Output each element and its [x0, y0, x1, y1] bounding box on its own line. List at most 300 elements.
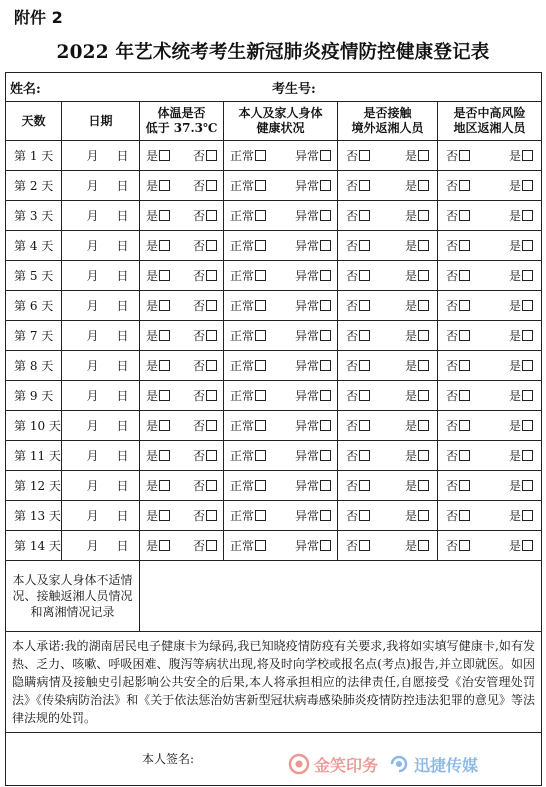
temp-no-checkbox[interactable]	[206, 240, 217, 251]
yes-label: 是	[146, 509, 159, 523]
col-header-date: 日期	[62, 102, 140, 141]
abnormal-label: 异常	[294, 269, 319, 283]
health-abnormal-checkbox[interactable]	[320, 510, 331, 521]
risk-yes-checkbox[interactable]	[522, 150, 533, 161]
risk-no-checkbox[interactable]	[459, 270, 470, 281]
risk-area-cell	[438, 411, 542, 441]
risk-no-checkbox[interactable]	[459, 240, 470, 251]
temp-no-checkbox[interactable]	[206, 330, 217, 341]
month-label: 月	[86, 539, 99, 553]
abnormal-label: 异常	[294, 179, 319, 193]
temp-no-checkbox[interactable]	[206, 150, 217, 161]
risk-no-checkbox[interactable]	[459, 510, 470, 521]
contact-no-checkbox[interactable]	[359, 510, 370, 521]
overseas-contact-cell	[338, 291, 438, 321]
day-label: 第 14 天	[6, 531, 62, 561]
risk-yes-checkbox[interactable]	[522, 420, 533, 431]
risk-area-cell	[438, 141, 542, 171]
day-row	[6, 351, 542, 381]
col-header-overseas-contact: 是否接触 境外返湘人员	[338, 102, 438, 141]
yes-label: 是	[509, 269, 522, 283]
contact-no-checkbox[interactable]	[359, 300, 370, 311]
health-normal-checkbox[interactable]	[255, 300, 266, 311]
risk-area-cell	[438, 471, 542, 501]
abnormal-label: 异常	[294, 299, 319, 313]
day-label: 第 11 天	[6, 441, 62, 471]
health-cell	[224, 501, 338, 531]
day-label: 第 5 天	[6, 261, 62, 291]
no-label: 否	[446, 479, 459, 493]
yes-label: 是	[404, 419, 417, 433]
risk-no-checkbox[interactable]	[459, 180, 470, 191]
pledge-row	[6, 632, 542, 733]
date-cell[interactable]	[62, 261, 140, 291]
health-abnormal-checkbox[interactable]	[320, 390, 331, 401]
contact-no-checkbox[interactable]	[359, 390, 370, 401]
no-label: 否	[192, 539, 205, 553]
contact-yes-checkbox[interactable]	[418, 300, 429, 311]
no-label: 否	[446, 149, 459, 163]
abnormal-label: 异常	[294, 209, 319, 223]
risk-no-checkbox[interactable]	[459, 420, 470, 431]
health-abnormal-checkbox[interactable]	[320, 480, 331, 491]
day-label: 第 8 天	[6, 351, 62, 381]
pledge-text: 本人承诺:我的湖南居民电子健康卡为绿码,我已知晓疫情防疫有关要求,我将如实填写健康卡,如有发热、乏力、咳嗽、呼吸困难、腹泻等病状出现,将及时向学校或报名点(考点)报告,并立即就医。如因隐瞒病情及接触史引起影响公共安全的后果,本人将承担相应的法律责任,自愿接受《治安管理处罚法》《传染病防治法》和《关于依法惩治妨害新型冠状病毒感染肺炎疫情防控违法犯罪的意见》等法律法规的处罚。	[6, 632, 542, 733]
risk-area-cell	[438, 531, 542, 561]
overseas-contact-cell	[338, 501, 438, 531]
yes-label: 是	[146, 539, 159, 553]
abnormal-label: 异常	[294, 419, 319, 433]
day-of-month-label: 日	[116, 509, 129, 523]
no-label: 否	[192, 509, 205, 523]
yes-label: 是	[509, 239, 522, 253]
health-normal-checkbox[interactable]	[255, 450, 266, 461]
yes-label: 是	[146, 419, 159, 433]
contact-yes-checkbox[interactable]	[418, 540, 429, 551]
exam-number-label: 考生号:	[272, 81, 316, 97]
temperature-cell	[140, 141, 224, 171]
no-label: 否	[192, 359, 205, 373]
risk-yes-checkbox[interactable]	[522, 510, 533, 521]
overseas-contact-cell	[338, 441, 438, 471]
no-label: 否	[446, 449, 459, 463]
normal-label: 正常	[230, 299, 255, 313]
risk-yes-checkbox[interactable]	[522, 270, 533, 281]
contact-no-checkbox[interactable]	[359, 150, 370, 161]
yes-label: 是	[509, 209, 522, 223]
temp-yes-checkbox[interactable]	[159, 210, 170, 221]
overseas-contact-cell	[338, 261, 438, 291]
risk-no-checkbox[interactable]	[459, 300, 470, 311]
temp-no-checkbox[interactable]	[206, 420, 217, 431]
risk-no-checkbox[interactable]	[459, 330, 470, 341]
no-label: 否	[346, 539, 359, 553]
overseas-contact-cell	[338, 321, 438, 351]
health-abnormal-checkbox[interactable]	[320, 180, 331, 191]
risk-area-cell	[438, 321, 542, 351]
overseas-contact-cell	[338, 171, 438, 201]
contact-yes-checkbox[interactable]	[418, 390, 429, 401]
health-normal-checkbox[interactable]	[255, 540, 266, 551]
temp-no-checkbox[interactable]	[206, 300, 217, 311]
risk-yes-checkbox[interactable]	[522, 180, 533, 191]
month-label: 月	[86, 419, 99, 433]
day-row	[6, 231, 542, 261]
contact-no-checkbox[interactable]	[359, 180, 370, 191]
health-normal-checkbox[interactable]	[255, 180, 266, 191]
health-cell	[224, 441, 338, 471]
no-label: 否	[192, 329, 205, 343]
month-label: 月	[86, 209, 99, 223]
temp-no-checkbox[interactable]	[206, 450, 217, 461]
contact-no-checkbox[interactable]	[359, 330, 370, 341]
risk-no-checkbox[interactable]	[459, 390, 470, 401]
yes-label: 是	[146, 299, 159, 313]
normal-label: 正常	[230, 329, 255, 343]
risk-yes-checkbox[interactable]	[522, 210, 533, 221]
temp-no-checkbox[interactable]	[206, 390, 217, 401]
month-label: 月	[86, 149, 99, 163]
overseas-contact-cell	[338, 201, 438, 231]
no-label: 否	[446, 389, 459, 403]
contact-yes-checkbox[interactable]	[418, 480, 429, 491]
normal-label: 正常	[230, 479, 255, 493]
health-normal-checkbox[interactable]	[255, 270, 266, 281]
risk-no-checkbox[interactable]	[459, 480, 470, 491]
yes-label: 是	[146, 179, 159, 193]
exam-number-field[interactable]	[316, 76, 541, 98]
temp-yes-checkbox[interactable]	[159, 150, 170, 161]
temp-yes-checkbox[interactable]	[159, 180, 170, 191]
risk-no-checkbox[interactable]	[459, 210, 470, 221]
normal-label: 正常	[230, 179, 255, 193]
temp-no-checkbox[interactable]	[206, 360, 217, 371]
month-label: 月	[86, 449, 99, 463]
no-label: 否	[346, 299, 359, 313]
no-label: 否	[192, 299, 205, 313]
risk-area-cell	[438, 441, 542, 471]
health-abnormal-checkbox[interactable]	[320, 240, 331, 251]
abnormal-label: 异常	[294, 149, 319, 163]
health-abnormal-checkbox[interactable]	[320, 330, 331, 341]
temp-no-checkbox[interactable]	[206, 540, 217, 551]
health-cell	[224, 471, 338, 501]
yes-label: 是	[404, 239, 417, 253]
signature-label: 本人签名:	[142, 751, 195, 766]
col-header-temperature: 体温是否 低于 37.3℃	[140, 102, 224, 141]
yes-label: 是	[146, 209, 159, 223]
health-normal-checkbox[interactable]	[255, 240, 266, 251]
no-label: 否	[346, 419, 359, 433]
contact-yes-checkbox[interactable]	[418, 270, 429, 281]
name-field[interactable]	[130, 76, 272, 98]
temp-yes-checkbox[interactable]	[159, 420, 170, 431]
contact-yes-checkbox[interactable]	[418, 210, 429, 221]
no-label: 否	[192, 209, 205, 223]
risk-yes-checkbox[interactable]	[522, 480, 533, 491]
yes-label: 是	[404, 479, 417, 493]
day-label: 第 13 天	[6, 501, 62, 531]
date-cell[interactable]	[62, 351, 140, 381]
temp-yes-checkbox[interactable]	[159, 510, 170, 521]
date-cell[interactable]	[62, 381, 140, 411]
contact-yes-checkbox[interactable]	[418, 420, 429, 431]
yes-label: 是	[509, 479, 522, 493]
no-label: 否	[446, 179, 459, 193]
date-cell[interactable]	[62, 411, 140, 441]
health-abnormal-checkbox[interactable]	[320, 270, 331, 281]
note-row	[6, 561, 542, 632]
date-cell[interactable]	[62, 171, 140, 201]
day-of-month-label: 日	[116, 239, 129, 253]
page-title: 2022 年艺术统考考生新冠肺炎疫情防控健康登记表	[56, 42, 490, 63]
yes-label: 是	[509, 149, 522, 163]
no-label: 否	[446, 239, 459, 253]
day-of-month-label: 日	[116, 179, 129, 193]
temperature-cell	[140, 411, 224, 441]
day-of-month-label: 日	[116, 329, 129, 343]
temp-yes-checkbox[interactable]	[159, 330, 170, 341]
temperature-cell	[140, 531, 224, 561]
day-label: 第 9 天	[6, 381, 62, 411]
risk-yes-checkbox[interactable]	[522, 450, 533, 461]
yes-label: 是	[509, 419, 522, 433]
day-of-month-label: 日	[116, 419, 129, 433]
no-label: 否	[192, 149, 205, 163]
temperature-cell	[140, 441, 224, 471]
temp-yes-checkbox[interactable]	[159, 270, 170, 281]
risk-area-cell	[438, 201, 542, 231]
health-normal-checkbox[interactable]	[255, 420, 266, 431]
no-label: 否	[192, 269, 205, 283]
health-normal-checkbox[interactable]	[255, 390, 266, 401]
day-row	[6, 321, 542, 351]
yes-label: 是	[146, 149, 159, 163]
temperature-cell	[140, 351, 224, 381]
month-label: 月	[86, 479, 99, 493]
health-abnormal-checkbox[interactable]	[320, 150, 331, 161]
temp-no-checkbox[interactable]	[206, 180, 217, 191]
abnormal-label: 异常	[294, 449, 319, 463]
month-label: 月	[86, 269, 99, 283]
contact-no-checkbox[interactable]	[359, 240, 370, 251]
day-row	[6, 261, 542, 291]
day-row	[6, 471, 542, 501]
contact-no-checkbox[interactable]	[359, 360, 370, 371]
temperature-cell	[140, 291, 224, 321]
health-abnormal-checkbox[interactable]	[320, 360, 331, 371]
contact-yes-checkbox[interactable]	[418, 450, 429, 461]
day-label: 第 10 天	[6, 411, 62, 441]
contact-no-checkbox[interactable]	[359, 270, 370, 281]
jinxiao-logo-icon	[288, 753, 310, 775]
day-row	[6, 291, 542, 321]
day-label: 第 12 天	[6, 471, 62, 501]
yes-label: 是	[404, 359, 417, 373]
temp-yes-checkbox[interactable]	[159, 480, 170, 491]
date-cell[interactable]	[62, 531, 140, 561]
temp-no-checkbox[interactable]	[206, 270, 217, 281]
attachment-label: 附件 2	[14, 8, 63, 27]
contact-no-checkbox[interactable]	[359, 420, 370, 431]
health-abnormal-checkbox[interactable]	[320, 300, 331, 311]
yes-label: 是	[404, 389, 417, 403]
temp-yes-checkbox[interactable]	[159, 240, 170, 251]
risk-no-checkbox[interactable]	[459, 540, 470, 551]
date-cell[interactable]	[62, 291, 140, 321]
month-label: 月	[86, 359, 99, 373]
risk-yes-checkbox[interactable]	[522, 330, 533, 341]
risk-yes-checkbox[interactable]	[522, 240, 533, 251]
contact-no-checkbox[interactable]	[359, 210, 370, 221]
date-cell[interactable]	[62, 471, 140, 501]
contact-no-checkbox[interactable]	[359, 450, 370, 461]
health-abnormal-checkbox[interactable]	[320, 450, 331, 461]
health-normal-checkbox[interactable]	[255, 510, 266, 521]
temperature-cell	[140, 381, 224, 411]
date-cell[interactable]	[62, 201, 140, 231]
no-label: 否	[446, 299, 459, 313]
risk-yes-checkbox[interactable]	[522, 300, 533, 311]
temperature-cell	[140, 501, 224, 531]
health-cell	[224, 291, 338, 321]
yes-label: 是	[146, 449, 159, 463]
normal-label: 正常	[230, 539, 255, 553]
yes-label: 是	[509, 539, 522, 553]
xunjie-logo-icon	[388, 753, 410, 775]
health-normal-checkbox[interactable]	[255, 360, 266, 371]
day-label: 第 2 天	[6, 171, 62, 201]
day-row	[6, 441, 542, 471]
risk-no-checkbox[interactable]	[459, 360, 470, 371]
month-label: 月	[86, 329, 99, 343]
day-of-month-label: 日	[116, 299, 129, 313]
date-cell[interactable]	[62, 141, 140, 171]
health-cell	[224, 531, 338, 561]
temp-yes-checkbox[interactable]	[159, 300, 170, 311]
health-abnormal-checkbox[interactable]	[320, 540, 331, 551]
date-cell[interactable]	[62, 441, 140, 471]
health-cell	[224, 201, 338, 231]
day-of-month-label: 日	[116, 359, 129, 373]
yes-label: 是	[509, 509, 522, 523]
temperature-cell	[140, 321, 224, 351]
day-label: 第 3 天	[6, 201, 62, 231]
temp-no-checkbox[interactable]	[206, 510, 217, 521]
temperature-cell	[140, 201, 224, 231]
health-abnormal-checkbox[interactable]	[320, 420, 331, 431]
health-normal-checkbox[interactable]	[255, 150, 266, 161]
day-row	[6, 141, 542, 171]
health-normal-checkbox[interactable]	[255, 480, 266, 491]
risk-yes-checkbox[interactable]	[522, 540, 533, 551]
note-field[interactable]	[140, 561, 542, 632]
contact-yes-checkbox[interactable]	[418, 150, 429, 161]
abnormal-label: 异常	[294, 479, 319, 493]
risk-no-checkbox[interactable]	[459, 450, 470, 461]
contact-yes-checkbox[interactable]	[418, 360, 429, 371]
temp-yes-checkbox[interactable]	[159, 390, 170, 401]
date-cell[interactable]	[62, 231, 140, 261]
health-abnormal-checkbox[interactable]	[320, 210, 331, 221]
overseas-contact-cell	[338, 531, 438, 561]
no-label: 否	[192, 419, 205, 433]
watermark-left-text: 金笑印务	[314, 755, 379, 775]
health-cell	[224, 351, 338, 381]
day-of-month-label: 日	[116, 149, 129, 163]
contact-no-checkbox[interactable]	[359, 540, 370, 551]
temp-yes-checkbox[interactable]	[159, 360, 170, 371]
temp-no-checkbox[interactable]	[206, 210, 217, 221]
health-normal-checkbox[interactable]	[255, 330, 266, 341]
no-label: 否	[346, 149, 359, 163]
no-label: 否	[346, 209, 359, 223]
yes-label: 是	[146, 479, 159, 493]
no-label: 否	[446, 539, 459, 553]
date-cell[interactable]	[62, 321, 140, 351]
day-of-month-label: 日	[116, 269, 129, 283]
health-cell	[224, 411, 338, 441]
temp-yes-checkbox[interactable]	[159, 450, 170, 461]
day-of-month-label: 日	[116, 389, 129, 403]
day-label: 第 4 天	[6, 231, 62, 261]
no-label: 否	[346, 269, 359, 283]
column-header-row	[6, 102, 542, 141]
no-label: 否	[346, 329, 359, 343]
date-cell[interactable]	[62, 501, 140, 531]
health-normal-checkbox[interactable]	[255, 210, 266, 221]
no-label: 否	[346, 479, 359, 493]
risk-yes-checkbox[interactable]	[522, 390, 533, 401]
normal-label: 正常	[230, 509, 255, 523]
contact-yes-checkbox[interactable]	[418, 510, 429, 521]
contact-yes-checkbox[interactable]	[418, 180, 429, 191]
contact-no-checkbox[interactable]	[359, 480, 370, 491]
temperature-cell	[140, 471, 224, 501]
temperature-cell	[140, 171, 224, 201]
risk-area-cell	[438, 291, 542, 321]
contact-yes-checkbox[interactable]	[418, 330, 429, 341]
overseas-contact-cell	[338, 381, 438, 411]
health-registration-table	[5, 72, 542, 786]
no-label: 否	[446, 329, 459, 343]
day-row	[6, 201, 542, 231]
no-label: 否	[446, 509, 459, 523]
day-row	[6, 501, 542, 531]
note-label: 本人及家人身体不适情况、接触返湘人员情况和离湘情况记录	[6, 561, 140, 632]
abnormal-label: 异常	[294, 389, 319, 403]
no-label: 否	[346, 389, 359, 403]
temp-no-checkbox[interactable]	[206, 480, 217, 491]
risk-no-checkbox[interactable]	[459, 150, 470, 161]
risk-area-cell	[438, 501, 542, 531]
yes-label: 是	[509, 449, 522, 463]
risk-yes-checkbox[interactable]	[522, 360, 533, 371]
yes-label: 是	[509, 389, 522, 403]
no-label: 否	[346, 509, 359, 523]
health-cell	[224, 141, 338, 171]
abnormal-label: 异常	[294, 239, 319, 253]
temperature-cell	[140, 231, 224, 261]
yes-label: 是	[404, 329, 417, 343]
yes-label: 是	[509, 329, 522, 343]
month-label: 月	[86, 389, 99, 403]
no-label: 否	[446, 359, 459, 373]
no-label: 否	[192, 479, 205, 493]
yes-label: 是	[146, 269, 159, 283]
contact-yes-checkbox[interactable]	[418, 240, 429, 251]
temp-yes-checkbox[interactable]	[159, 540, 170, 551]
